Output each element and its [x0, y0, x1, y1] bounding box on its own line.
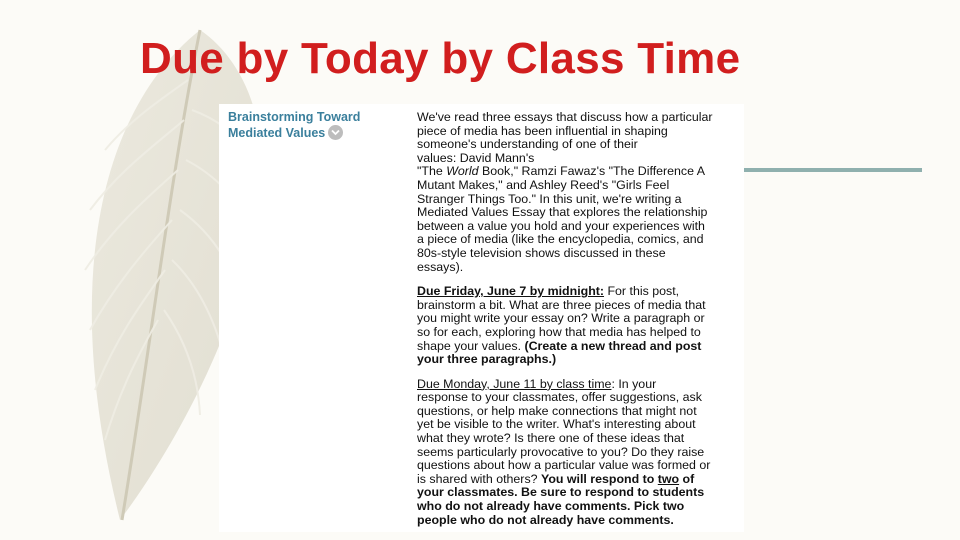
monday-paragraph: Due Monday, June 11 by class time: In your response to your classmates, offer suggestions, ask questions, or help make connections that might not yet be visible to the writer. What's interesting about what they wrote? Is there one of these ideas that seems particularly provocative to you? Do they raise questions about how a particular value was formed or is shared with others? You will respond to two of your classmates. Be sure to respond to students who do not already have comments. Pick two people who do not already have comments. [417, 376, 711, 527]
post-body [417, 111, 739, 532]
slide-title: Due by Today by Class Time [140, 34, 741, 83]
friday-paragraph: Due Friday, June 7 by midnight: For this post, brainstorm a bit. What are three pieces of media that you might write your essay on? Write a paragraph or so for each, exploring how that media has helped to shape your values. (Create a new thread and post your three paragraphs.) [417, 284, 706, 367]
topic-link-line2[interactable]: Mediated Values [228, 125, 326, 140]
sidebar-topic-link[interactable] [228, 111, 388, 140]
monday-due-date: Due Monday, June 11 by class time [417, 376, 612, 391]
friday-due-date: Due Friday, June 7 by midnight: [417, 284, 605, 299]
chevron-down-icon[interactable] [328, 125, 343, 140]
intro-paragraph: We've read three essays that discuss how a particular piece of media has been influential in shaping someone's understanding of one of their values: David Mann's "The World Book," Ramzi Fawaz's "The Difference A Mutant Makes," and Ashley Reed's "Girls Feel Stranger Things Too." In this unit, we're writing a Mediated Values Essay that explores the relationship between a value you hold and your experiences with a piece of media (like the encyclopedia, comics, and 80s-style television shows discussed in these essays). [417, 110, 713, 274]
accent-divider [744, 168, 922, 172]
discussion-screenshot [219, 104, 744, 532]
topic-link-line1[interactable]: Brainstorming Toward [228, 110, 361, 124]
